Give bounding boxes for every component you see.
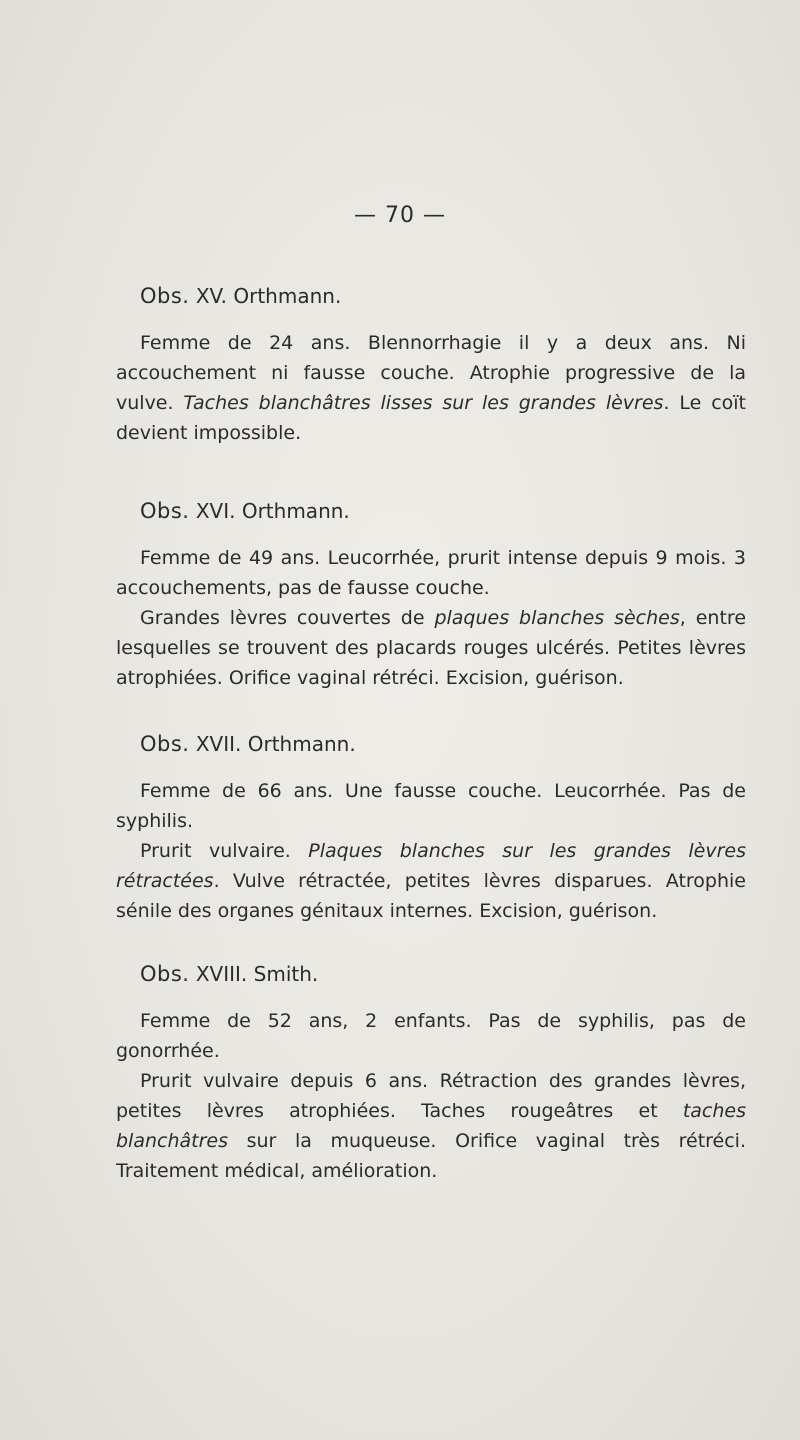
paragraph-text: sur la muqueuse. Orifice vaginal très rétréci. Traitement médical, amélioration. [116, 1130, 746, 1182]
obs-abbreviation: Obs. [140, 499, 190, 523]
observation-number: XVII. [195, 732, 242, 756]
observation-number: XV. [195, 284, 228, 308]
paragraph-text: . Vulve rétractée, petites lèvres disparues. Atrophie sénile des organes génitaux internes. Excision, guérison. [116, 870, 746, 922]
emphasized-text: plaques blanches sèches [434, 607, 680, 629]
emphasized-text: taches blanchâtres [116, 1100, 746, 1152]
paragraph-text: , entre lesquelles se trouvent des placards rouges ulcérés. Petites lèvres atrophiées. Orifice vaginal rétréci. Excision, guérison. [116, 607, 747, 689]
observation-number: XVIII. [195, 962, 248, 986]
observation-heading [140, 497, 746, 525]
emphasized-text: Plaques blanches sur les grandes lèvres rétractées [116, 840, 746, 892]
observation-author: Smith. [253, 962, 319, 986]
paragraph-text: . Le coït devient impossible. [116, 392, 746, 444]
observation-number: XVI. [195, 499, 236, 523]
observation-paragraph: Femme de 49 ans. Leucorrhée, prurit intense depuis 9 mois. 3 accouchements, pas de fausse couche. [116, 547, 746, 599]
observation-heading [140, 730, 746, 758]
observation-paragraph [116, 836, 746, 926]
observation-paragraph [116, 1066, 746, 1186]
observation-xvii [116, 730, 746, 926]
paragraph-text: Grandes lèvres couvertes de [140, 607, 435, 629]
obs-abbreviation: Obs. [140, 732, 190, 756]
emphasized-text: Taches blanchâtres lisses sur les grandes lèvres [183, 392, 664, 414]
paragraph-text: Prurit vulvaire depuis 6 ans. Rétraction des grandes lèvres, petites lèvres atrophiées. Taches rougeâtres et [116, 1070, 746, 1122]
paragraph-text: Prurit vulvaire. [140, 840, 309, 862]
observation-author: Orthmann. [241, 499, 350, 523]
observation-heading [140, 282, 746, 310]
observation-paragraph: Femme de 66 ans. Une fausse couche. Leucorrhée. Pas de syphilis. [116, 780, 746, 832]
obs-abbreviation: Obs. [140, 284, 190, 308]
observation-author: Orthmann. [247, 732, 356, 756]
observation-paragraph [116, 603, 746, 693]
observation-xviii [116, 960, 746, 1186]
observation-paragraph: Femme de 52 ans, 2 enfants. Pas de syphilis, pas de gonorrhée. [116, 1010, 746, 1062]
observation-heading [140, 960, 746, 988]
observation-xv [116, 282, 746, 448]
observation-author: Orthmann. [233, 284, 342, 308]
page-number: — 70 — [354, 203, 446, 228]
obs-abbreviation: Obs. [140, 962, 190, 986]
paragraph-text: Femme de 24 ans. Blennorrhagie il y a deux ans. Ni accouchement ni fausse couche. Atrophie progressive de la vulve. [116, 332, 746, 414]
observation-paragraph [116, 328, 746, 448]
observation-xvi [116, 497, 746, 693]
